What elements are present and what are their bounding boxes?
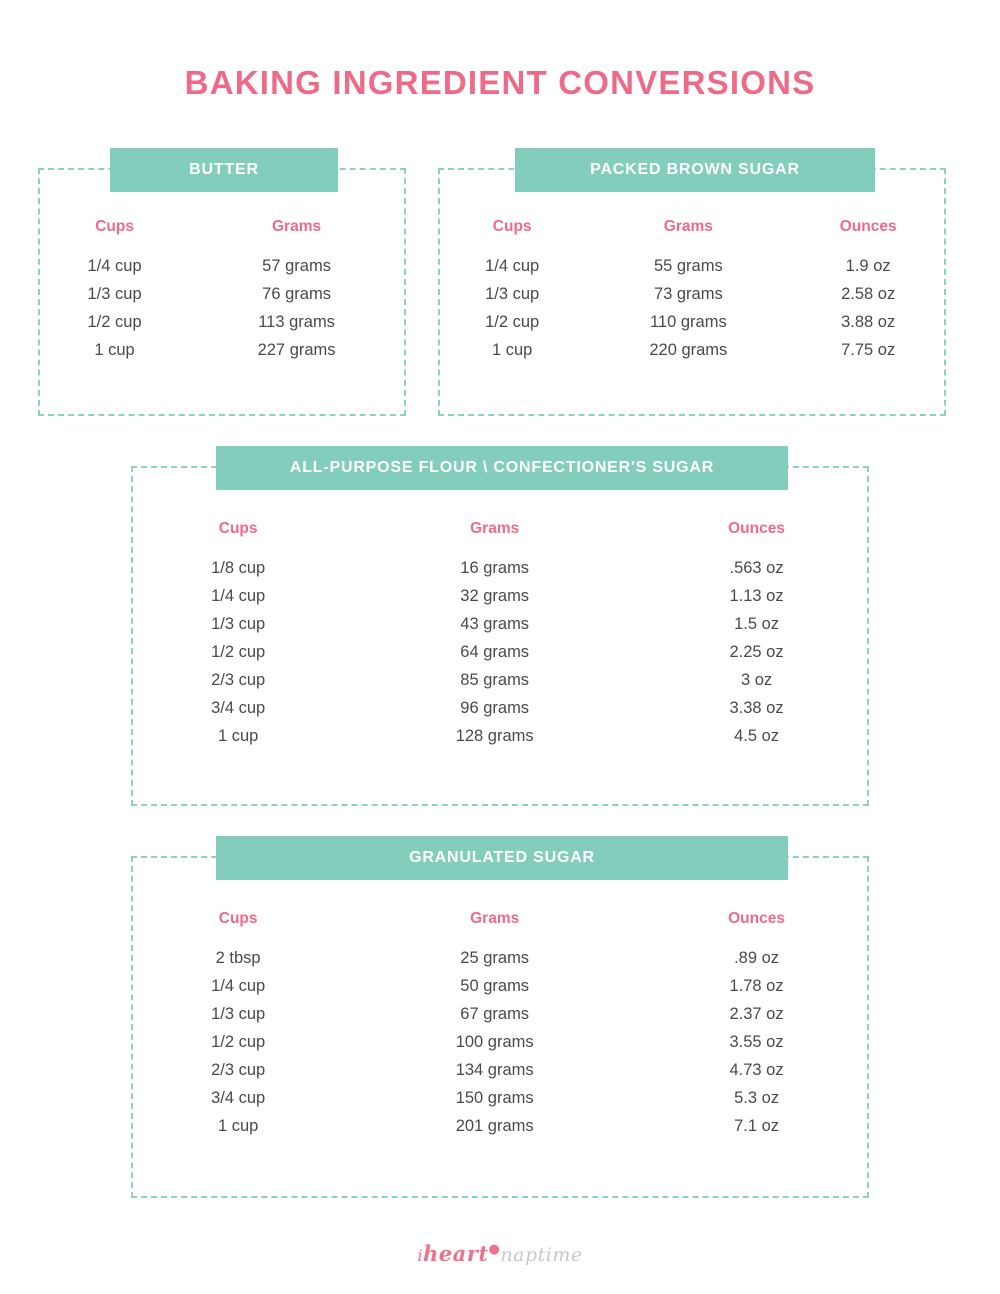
cell-ounces: 1.9 oz xyxy=(845,256,891,275)
card-header-butter: BUTTER xyxy=(110,148,338,192)
logo-dot: ● xyxy=(488,1242,501,1257)
table-row xyxy=(40,252,404,280)
cell-ounces: 3.55 oz xyxy=(729,1032,784,1051)
card-header-all-purpose-flour: ALL-PURPOSE FLOUR \ CONFECTIONER'S SUGAR xyxy=(216,446,788,490)
cell-grams: 64 grams xyxy=(460,642,530,661)
column-header: Ounces xyxy=(839,218,897,235)
table-row xyxy=(133,694,867,722)
cell-grams: 110 grams xyxy=(649,312,727,331)
column-header: Cups xyxy=(218,910,258,927)
footer xyxy=(0,1241,1000,1266)
cell-cups: 1/2 cup xyxy=(211,642,266,661)
cell-cups: 1 cup xyxy=(94,340,135,359)
cell-cups: 1/4 cup xyxy=(87,256,142,275)
column-header: Grams xyxy=(470,520,520,537)
cell-grams: 96 grams xyxy=(460,698,530,717)
conversion-card-butter xyxy=(38,161,406,416)
conversion-table-all-purpose-flour xyxy=(133,514,867,750)
cell-ounces: 7.1 oz xyxy=(734,1116,780,1135)
brand-logo xyxy=(417,1241,582,1266)
table-row xyxy=(133,554,867,582)
cell-grams: 73 grams xyxy=(653,284,723,303)
cell-grams: 150 grams xyxy=(455,1088,534,1107)
column-header: Ounces xyxy=(728,910,785,927)
cell-ounces: 1.5 oz xyxy=(734,614,780,633)
logo-heart: heart xyxy=(423,1241,489,1266)
cell-cups: 1/2 cup xyxy=(211,1032,266,1051)
cell-grams: 25 grams xyxy=(460,948,530,967)
cell-cups: 2/3 cup xyxy=(211,1060,266,1079)
cell-cups: 2 tbsp xyxy=(215,948,261,967)
cell-ounces: 3 oz xyxy=(740,670,773,689)
cell-ounces: 7.75 oz xyxy=(841,340,896,359)
cell-grams: 227 grams xyxy=(257,340,336,359)
cell-cups: 1/4 cup xyxy=(485,256,540,275)
cell-grams: 57 grams xyxy=(262,256,331,275)
cell-cups: 1/4 cup xyxy=(211,976,266,995)
cell-grams: 76 grams xyxy=(262,284,331,303)
cell-ounces: .563 oz xyxy=(729,558,784,577)
cell-ounces: 4.5 oz xyxy=(734,726,780,745)
cell-grams: 16 grams xyxy=(460,558,530,577)
table-row xyxy=(133,610,867,638)
cell-cups: 3/4 cup xyxy=(211,1088,266,1107)
column-header: Ounces xyxy=(728,520,785,537)
table-row xyxy=(133,1084,867,1112)
conversion-table-butter xyxy=(40,212,404,364)
cell-grams: 220 grams xyxy=(649,340,728,359)
cell-grams: 50 grams xyxy=(460,976,530,995)
cell-cups: 1 cup xyxy=(491,340,533,359)
conversion-card-granulated-sugar xyxy=(131,849,869,1198)
table-row xyxy=(40,280,404,308)
cell-cups: 1/3 cup xyxy=(87,284,142,303)
conversion-table-packed-brown-sugar xyxy=(440,212,944,364)
cell-cups: 1/4 cup xyxy=(211,586,266,605)
table-row xyxy=(133,582,867,610)
card-header-packed-brown-sugar: PACKED BROWN SUGAR xyxy=(515,148,875,192)
cell-cups: 1/3 cup xyxy=(211,614,266,633)
cell-grams: 113 grams xyxy=(258,312,335,331)
table-row xyxy=(133,1000,867,1028)
cell-cups: 1 cup xyxy=(217,1116,259,1135)
cell-grams: 43 grams xyxy=(460,614,530,633)
card-header-granulated-sugar: GRANULATED SUGAR xyxy=(216,836,788,880)
conversion-card-packed-brown-sugar xyxy=(438,161,946,416)
cell-grams: 55 grams xyxy=(653,256,723,275)
cell-grams: 201 grams xyxy=(455,1116,534,1135)
table-row xyxy=(133,666,867,694)
cell-cups: 2/3 cup xyxy=(211,670,266,689)
table-row xyxy=(40,308,404,336)
page-title: BAKING INGREDIENT CONVERSIONS xyxy=(184,64,816,101)
table-row xyxy=(40,336,404,364)
table-header-row xyxy=(133,514,867,554)
cell-grams: 67 grams xyxy=(460,1004,530,1023)
table-header-row xyxy=(40,212,404,252)
table-row xyxy=(133,972,867,1000)
table-row xyxy=(133,722,867,750)
logo-i: i xyxy=(417,1246,424,1265)
cell-cups: 1/2 cup xyxy=(87,312,142,331)
table-row xyxy=(440,280,944,308)
cell-ounces: 3.88 oz xyxy=(841,312,896,331)
column-header: Cups xyxy=(95,218,134,235)
table-row xyxy=(133,944,867,972)
table-row xyxy=(440,252,944,280)
cell-ounces: 2.58 oz xyxy=(841,284,896,303)
table-row xyxy=(440,336,944,364)
conversion-table-granulated-sugar xyxy=(133,904,867,1140)
cell-ounces: 4.73 oz xyxy=(729,1060,784,1079)
cell-ounces: 2.37 oz xyxy=(729,1004,784,1023)
cell-ounces: 3.38 oz xyxy=(729,698,784,717)
cell-grams: 100 grams xyxy=(455,1032,534,1051)
conversion-card-all-purpose-flour xyxy=(131,459,869,806)
column-header: Cups xyxy=(218,520,258,537)
column-header: Grams xyxy=(663,218,713,235)
column-header: Grams xyxy=(470,910,520,927)
cell-ounces: 5.3 oz xyxy=(734,1088,780,1107)
cell-grams: 32 grams xyxy=(460,586,530,605)
cell-grams: 128 grams xyxy=(455,726,534,745)
cell-ounces: 2.25 oz xyxy=(729,642,784,661)
table-row xyxy=(133,638,867,666)
table-header-row xyxy=(440,212,944,252)
cell-cups: 1/8 cup xyxy=(211,558,266,577)
table-row xyxy=(133,1056,867,1084)
table-row xyxy=(133,1112,867,1140)
table-row xyxy=(133,1028,867,1056)
cell-ounces: 1.13 oz xyxy=(729,586,784,605)
cell-cups: 1/3 cup xyxy=(211,1004,266,1023)
column-header: Cups xyxy=(492,218,532,235)
table-header-row xyxy=(133,904,867,944)
cell-grams: 85 grams xyxy=(460,670,530,689)
logo-naptime: naptime xyxy=(500,1244,583,1266)
cell-cups: 3/4 cup xyxy=(211,698,266,717)
cell-grams: 134 grams xyxy=(455,1060,534,1079)
cell-ounces: .89 oz xyxy=(734,948,780,967)
cell-cups: 1 cup xyxy=(217,726,259,745)
cell-cups: 1/3 cup xyxy=(485,284,540,303)
cell-ounces: 1.78 oz xyxy=(729,976,784,995)
column-header: Grams xyxy=(272,218,322,235)
table-row xyxy=(440,308,944,336)
cell-cups: 1/2 cup xyxy=(485,312,540,331)
